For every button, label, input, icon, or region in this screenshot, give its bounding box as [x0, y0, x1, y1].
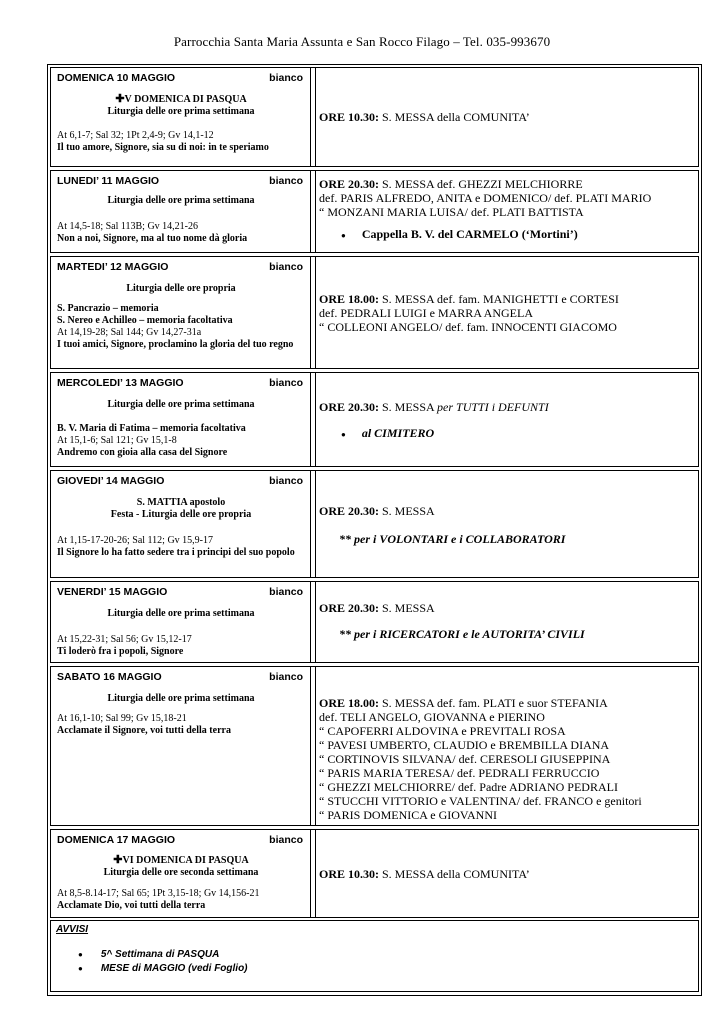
readings: At 6,1-7; Sal 32; 1Pt 2,4-9; Gv 14,1-12	[57, 130, 214, 141]
psalm-response: I tuoi amici, Signore, proclamino la gloria del tuo regno	[57, 339, 294, 350]
bullet-icon: ●	[78, 964, 83, 973]
liturgy-cell	[51, 257, 311, 368]
readings: At 8,5-8.14-17; Sal 65; 1Pt 3,15-18; Gv 14,156-21	[57, 888, 260, 899]
list-item	[56, 963, 693, 974]
notices-title: AVVISI	[56, 924, 89, 935]
psalm-response: Il tuo amore, Signore, sia su di noi: in te speriamo	[57, 142, 269, 153]
mass-note: per TUTTI i DEFUNTI	[437, 400, 549, 414]
mass-time: ORE 10.30:	[319, 866, 379, 881]
psalm-response: Acclamate il Signore, voi tutti della terra	[57, 725, 231, 736]
intention-line: “ PAVESI UMBERTO, CLAUDIO e BREMBILLA DIANA	[319, 738, 610, 752]
day-title: VENERDI’ 15 MAGGIO	[57, 586, 168, 598]
cross-icon: ✚	[113, 854, 123, 866]
intention-line: def. PARIS ALFREDO, ANITA e DOMENICO/ def. PLATI MARIO	[319, 191, 652, 205]
mass-text: S. MESSA	[379, 601, 435, 615]
mass-text: S. MESSA def. fam. MANIGHETTI e CORTESI	[379, 291, 619, 306]
mass-cell	[315, 470, 699, 578]
intention-line: “ CAPOFERRI ALDOVINA e PREVITALI ROSA	[319, 724, 566, 738]
mass-time: ORE 10.30:	[319, 110, 379, 124]
mass-time: ORE 20.30:	[319, 601, 379, 615]
feast-title: S. MATTIA apostolo	[136, 497, 226, 508]
mass-time: ORE 20.30:	[319, 504, 379, 518]
liturgy-cell	[51, 471, 311, 577]
mass-time: ORE 20.30:	[319, 177, 379, 191]
liturgy-cell	[51, 373, 311, 466]
liturgical-color: bianco	[269, 261, 303, 273]
mass-text: S. MESSA def. fam. PLATI e suor STEFANIA	[379, 696, 608, 710]
mass-cell	[315, 256, 699, 369]
mass-cell	[315, 666, 699, 826]
liturgy-hours: Festa - Liturgia delle ore propria	[110, 509, 252, 520]
cross-icon: ✚	[115, 93, 125, 105]
intention-line: def. PEDRALI LUIGI e MARRA ANGELA	[319, 305, 533, 320]
day-row-0	[50, 67, 699, 167]
bullet-icon: ●	[341, 231, 346, 240]
liturgical-color: bianco	[269, 671, 303, 683]
psalm-response: Il Signore lo ha fatto sedere tra i principi del suo popolo	[57, 547, 295, 558]
liturgy-cell	[51, 667, 311, 825]
intention-line: def. TELI ANGELO, GIOVANNA e PIERINO	[319, 710, 545, 724]
liturgy-cell	[51, 68, 311, 166]
intention-line: “ STUCCHI VITTORIO e VALENTINA/ def. FRANCO e genitori	[319, 794, 642, 808]
notices-box	[50, 920, 699, 992]
mass-text: S. MESSA della COMUNITA’	[379, 110, 530, 124]
day-title: DOMENICA 17 MAGGIO	[57, 834, 176, 846]
day-title: SABATO 16 MAGGIO	[57, 671, 162, 683]
day-title: MERCOLEDI’ 13 MAGGIO	[57, 377, 184, 389]
liturgical-color: bianco	[269, 72, 303, 84]
liturgy-cell	[51, 171, 311, 252]
mass-intention: ** per i VOLONTARI e i COLLABORATORI	[339, 532, 566, 546]
bullet-icon: ●	[78, 950, 83, 959]
memoria: S. Pancrazio – memoria	[57, 303, 159, 314]
day-row-2	[50, 256, 699, 369]
memoria: S. Nereo e Achilleo – memoria facoltativa	[57, 315, 233, 326]
mass-text: S. MESSA della COMUNITA’	[379, 866, 530, 881]
liturgy-hours: Liturgia delle ore prima settimana	[107, 693, 255, 704]
memoria: B. V. Maria di Fatima – memoria facoltativa	[57, 423, 246, 434]
intention-line: “ COLLEONI ANGELO/ def. fam. INNOCENTI GIACOMO	[319, 319, 617, 334]
day-row-4	[50, 470, 699, 578]
day-row-7	[50, 829, 699, 918]
day-title: MARTEDI’ 12 MAGGIO	[57, 261, 169, 273]
liturgy-hours: Liturgia delle ore prima settimana	[107, 399, 255, 410]
day-row-6	[50, 666, 699, 826]
mass-time: ORE 18.00:	[319, 696, 379, 710]
mass-text: S. MESSA	[379, 504, 435, 518]
liturgical-color: bianco	[269, 377, 303, 389]
day-row-3	[50, 372, 699, 467]
psalm-response: Acclamate Dio, voi tutti della terra	[57, 900, 206, 911]
page-header: Parrocchia Santa Maria Assunta e San Rocco Filago – Tel. 035-993670	[173, 34, 551, 49]
location-note: Cappella B. V. del CARMELO (‘Mortini’)	[361, 227, 578, 241]
readings: At 16,1-10; Sal 99; Gv 15,18-21	[57, 713, 187, 724]
mass-time: ORE 20.30:	[319, 400, 379, 414]
mass-cell	[315, 581, 699, 663]
intention-line: “ GHEZZI MELCHIORRE/ def. Padre ADRIANO PEDRALI	[319, 780, 618, 794]
intention-line: “ MONZANI MARIA LUISA/ def. PLATI BATTISTA	[319, 205, 584, 219]
liturgy-cell	[51, 830, 311, 917]
mass-cell	[315, 372, 699, 467]
location-note: al CIMITERO	[361, 426, 435, 440]
mass-cell	[315, 829, 699, 918]
psalm-response: Ti loderò fra i popoli, Signore	[57, 646, 184, 657]
psalm-response: Andremo con gioia alla casa del Signore	[57, 447, 228, 458]
readings: At 15,1-6; Sal 121; Gv 15,1-8	[57, 435, 177, 446]
liturgy-hours: Liturgia delle ore prima settimana	[107, 195, 255, 206]
notice-text: 5^ Settimana di PASQUA	[100, 949, 220, 960]
liturgy-cell	[51, 582, 311, 662]
liturgical-color: bianco	[269, 586, 303, 598]
mass-text: S. MESSA def. GHEZZI MELCHIORRE	[379, 177, 583, 191]
liturgical-color: bianco	[269, 834, 303, 846]
mass-time: ORE 18.00:	[319, 291, 379, 306]
intention-line: “ PARIS MARIA TERESA/ def. PEDRALI FERRUCCIO	[319, 766, 600, 780]
mass-text: S. MESSA	[379, 400, 438, 414]
intention-line: “ CORTINOVIS SILVANA/ def. CERESOLI GIUSEPPINA	[319, 752, 611, 766]
day-row-1	[50, 170, 699, 253]
intention-line: “ PARIS DOMENICA e GIOVANNI	[319, 808, 498, 822]
liturgy-hours: Liturgia delle ore prima settimana	[107, 106, 255, 117]
bullet-icon: ●	[341, 430, 346, 439]
mass-cell	[315, 170, 699, 253]
liturgical-color: bianco	[269, 475, 303, 487]
liturgical-color: bianco	[269, 175, 303, 187]
mass-cell	[315, 67, 699, 167]
readings: At 14,5-18; Sal 113B; Gv 14,21-26	[57, 221, 199, 232]
mass-intention: ** per i RICERCATORI e le AUTORITA’ CIVILI	[339, 627, 585, 641]
liturgy-hours: Liturgia delle ore prima settimana	[107, 608, 255, 619]
notice-text: MESE di MAGGIO (vedi Foglio)	[100, 963, 248, 974]
liturgy-hours: Liturgia delle ore seconda settimana	[103, 867, 259, 878]
feast-title: VI DOMENICA DI PASQUA	[122, 855, 249, 866]
psalm-response: Non a noi, Signore, ma al tuo nome dà gloria	[57, 233, 248, 244]
readings: At 1,15-17-20-26; Sal 112; Gv 15,9-17	[57, 535, 214, 546]
day-title: LUNEDI’ 11 MAGGIO	[57, 175, 160, 187]
notices-list	[56, 949, 693, 974]
readings: At 14,19-28; Sal 144; Gv 14,27-31a	[57, 327, 202, 338]
day-row-5	[50, 581, 699, 663]
list-item	[56, 949, 693, 960]
day-title: GIOVEDI’ 14 MAGGIO	[57, 475, 165, 487]
readings: At 15,22-31; Sal 56; Gv 15,12-17	[57, 634, 192, 645]
day-title: DOMENICA 10 MAGGIO	[57, 72, 176, 84]
feast-title: V DOMENICA DI PASQUA	[124, 94, 247, 105]
liturgy-hours: Liturgia delle ore propria	[126, 283, 236, 294]
